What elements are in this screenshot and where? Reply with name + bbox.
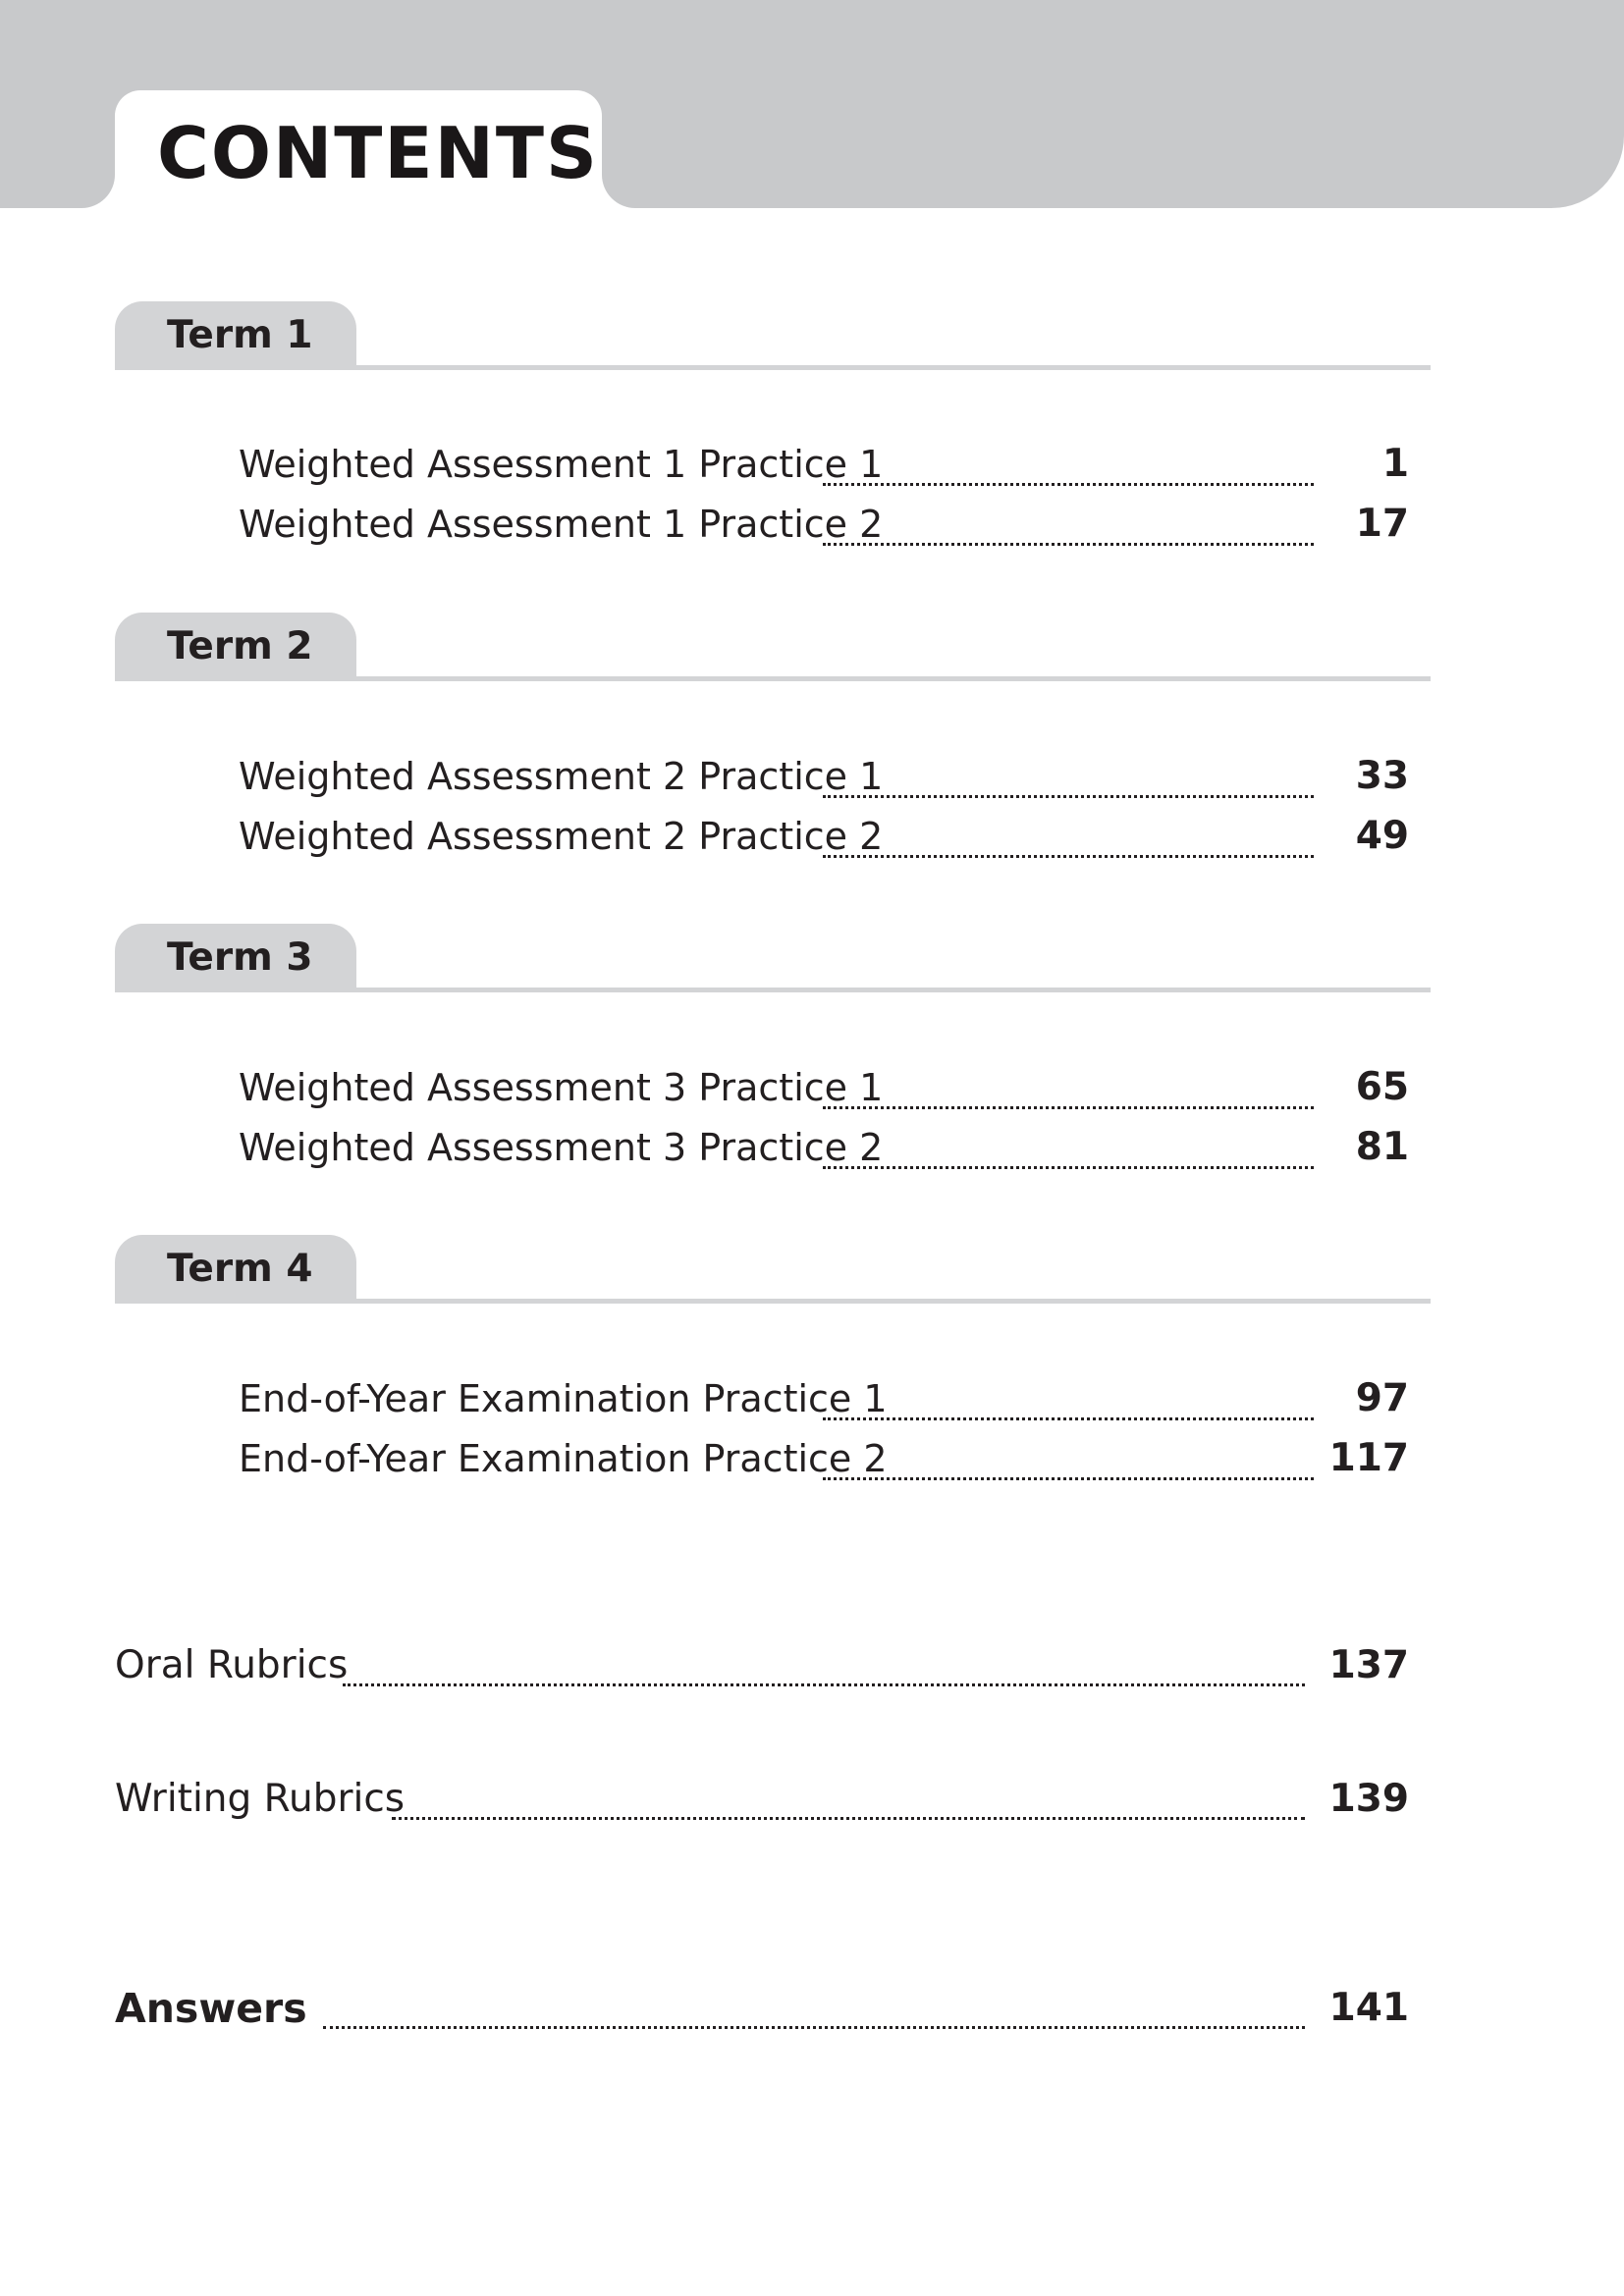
toc-entry-page: 97: [1355, 1376, 1409, 1420]
toc-entry-page: 81: [1355, 1125, 1409, 1169]
toc-entry[interactable]: [239, 1371, 1409, 1426]
dot-leader: [343, 1654, 1305, 1686]
dot-leader: [392, 1788, 1305, 1820]
toc-entry-label: End-of-Year Examination Practice 2: [239, 1437, 888, 1480]
term-label: Term 4: [167, 1247, 313, 1291]
toc-entry-page: 33: [1355, 754, 1409, 798]
toc-entry-answers[interactable]: [115, 1980, 1409, 2037]
toc-entry-label: Weighted Assessment 1 Practice 1: [239, 443, 884, 486]
toc-entry-page: 117: [1328, 1436, 1409, 1480]
term-divider: [356, 1299, 1431, 1304]
dot-leader: [823, 1448, 1314, 1480]
toc-entry-page: 137: [1328, 1643, 1409, 1687]
dot-leader: [823, 513, 1314, 546]
toc-entry-label: Weighted Assessment 2 Practice 2: [239, 815, 884, 858]
toc-entry-label: Answers: [115, 1985, 307, 2032]
toc-entry[interactable]: [239, 1431, 1409, 1486]
dot-leader: [823, 1388, 1314, 1420]
toc-entry-label: End-of-Year Examination Practice 1: [239, 1377, 888, 1420]
dot-leader: [823, 826, 1314, 858]
dot-leader: [323, 1997, 1305, 2029]
toc-entry-label: Weighted Assessment 3 Practice 2: [239, 1126, 884, 1169]
dot-leader: [823, 1137, 1314, 1169]
toc-entry[interactable]: [239, 1120, 1409, 1175]
term-3-header: [115, 924, 1431, 992]
toc-entry[interactable]: [239, 437, 1409, 492]
toc-entry-label: Weighted Assessment 2 Practice 1: [239, 755, 884, 798]
term-tab: [115, 301, 356, 370]
term-label: Term 3: [167, 935, 313, 980]
term-divider: [356, 988, 1431, 992]
toc-entry-label: Writing Rubrics: [115, 1777, 406, 1821]
toc-entry[interactable]: [239, 1060, 1409, 1115]
term-label: Term 2: [167, 624, 313, 668]
page-title: CONTENTS: [157, 112, 599, 194]
term-2-header: [115, 613, 1431, 681]
toc-entry-page: 139: [1328, 1777, 1409, 1821]
toc-entry-page: 141: [1328, 1986, 1409, 2030]
term-tab: [115, 924, 356, 992]
term-1-header: [115, 301, 1431, 370]
term-divider: [356, 676, 1431, 681]
toc-entry[interactable]: [239, 497, 1409, 552]
toc-entry-writing-rubrics[interactable]: [115, 1771, 1409, 1828]
term-divider: [356, 365, 1431, 370]
term-tab: [115, 1235, 356, 1304]
toc-entry-label: Weighted Assessment 1 Practice 2: [239, 503, 884, 546]
toc-entry-page: 49: [1355, 814, 1409, 858]
toc-entry[interactable]: [239, 809, 1409, 864]
term-label: Term 1: [167, 313, 313, 357]
term-4-header: [115, 1235, 1431, 1304]
term-tab: [115, 613, 356, 681]
dot-leader: [823, 1077, 1314, 1109]
dot-leader: [823, 766, 1314, 798]
toc-entry-label: Weighted Assessment 3 Practice 1: [239, 1066, 884, 1109]
toc-entry-page: 17: [1355, 502, 1409, 546]
dot-leader: [823, 454, 1314, 486]
toc-entry-page: 1: [1381, 442, 1409, 486]
toc-entry-label: Oral Rubrics: [115, 1643, 349, 1687]
toc-entry-oral-rubrics[interactable]: [115, 1637, 1409, 1694]
toc-entry[interactable]: [239, 749, 1409, 804]
toc-entry-page: 65: [1355, 1065, 1409, 1109]
